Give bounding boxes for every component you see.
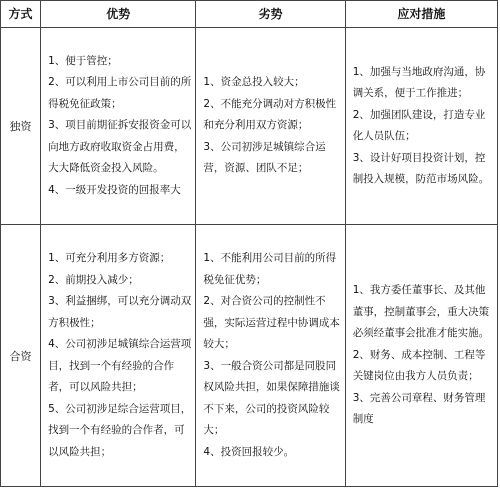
list-item: 3、公司初涉足城镇综合运营，资源、团队不足；: [203, 140, 326, 175]
disadvantages-cell: [196, 28, 345, 225]
list-item: 3、设计好项目投资计划，控制投入规模，防范市场风险。: [352, 151, 490, 185]
header-row: [1, 1, 498, 28]
list-item: 3、完善公司章程、财务管理制度: [352, 391, 486, 426]
list-item: 1、可充分利用多方资源；: [48, 252, 171, 264]
list-item: 1、我方委任董事长、及其他董事，控制董事会，重大决策必须经董事会批准才能实施。: [352, 284, 490, 340]
header-method: 方式: [1, 1, 41, 28]
list-item: 2、对合资公司的控制性不强，实际运营过程中协调成本较大；: [203, 295, 340, 350]
list-item: 4、一级开发投资的回报率大: [48, 183, 181, 196]
list-item: 2、不能充分调动对方积极性和充分利用双方资源；: [203, 97, 337, 132]
list-item: 3、一般合资公司都是同股同权风险共担，如果保障措施谈不下来，公司的投资风险较大；: [203, 359, 340, 436]
list-item: 3、项目前期征拆安报资金可以向地方政府收取资金占用费，大大降低资金投入风险。: [48, 119, 192, 175]
advantages-cell: [41, 225, 196, 487]
method-cell: 独资: [1, 28, 41, 225]
method-cell: 合资: [1, 225, 41, 487]
header-advantages: 优势: [41, 1, 196, 28]
header-disadvantages: 劣势: [196, 1, 345, 28]
table-row: [1, 28, 498, 225]
list-item: 1、便于管控；: [48, 54, 118, 67]
list-item: 5、公司初涉足综合运营项目，找到一个有经验的合作者，可以风险共担；: [48, 402, 192, 458]
table-row: [1, 225, 498, 487]
measures-cell: [345, 225, 497, 487]
list-item: 2、前期投入减少；: [48, 273, 139, 286]
list-item: 2、财务、成本控制、工程等关键岗位由我方人员负责；: [352, 348, 486, 383]
measures-cell: [345, 28, 497, 225]
advantages-cell: [41, 28, 196, 225]
list-item: 1、资金总投入较大；: [203, 76, 305, 89]
header-measures: 应对措施: [345, 1, 497, 28]
disadvantages-cell: [196, 225, 345, 487]
list-item: 2、可以利用上市公司目前的所得税免征政策；: [48, 76, 192, 110]
list-item: 4、公司初涉足城镇综合运营项目，找到一个有经验的合作者，可以风险共担；: [48, 338, 192, 393]
list-item: 1、不能利用公司目前的所得税免征优势；: [203, 252, 337, 286]
list-item: 4、投资回报较少。: [203, 445, 295, 458]
list-item: 1、加强与当地政府沟通，协调关系，便于工作推进；: [352, 65, 486, 99]
list-item: 3、利益捆绑，可以充分调动双方积极性；: [48, 295, 192, 329]
list-item: 2、加强团队建设，打造专业化人员队伍；: [352, 108, 486, 142]
